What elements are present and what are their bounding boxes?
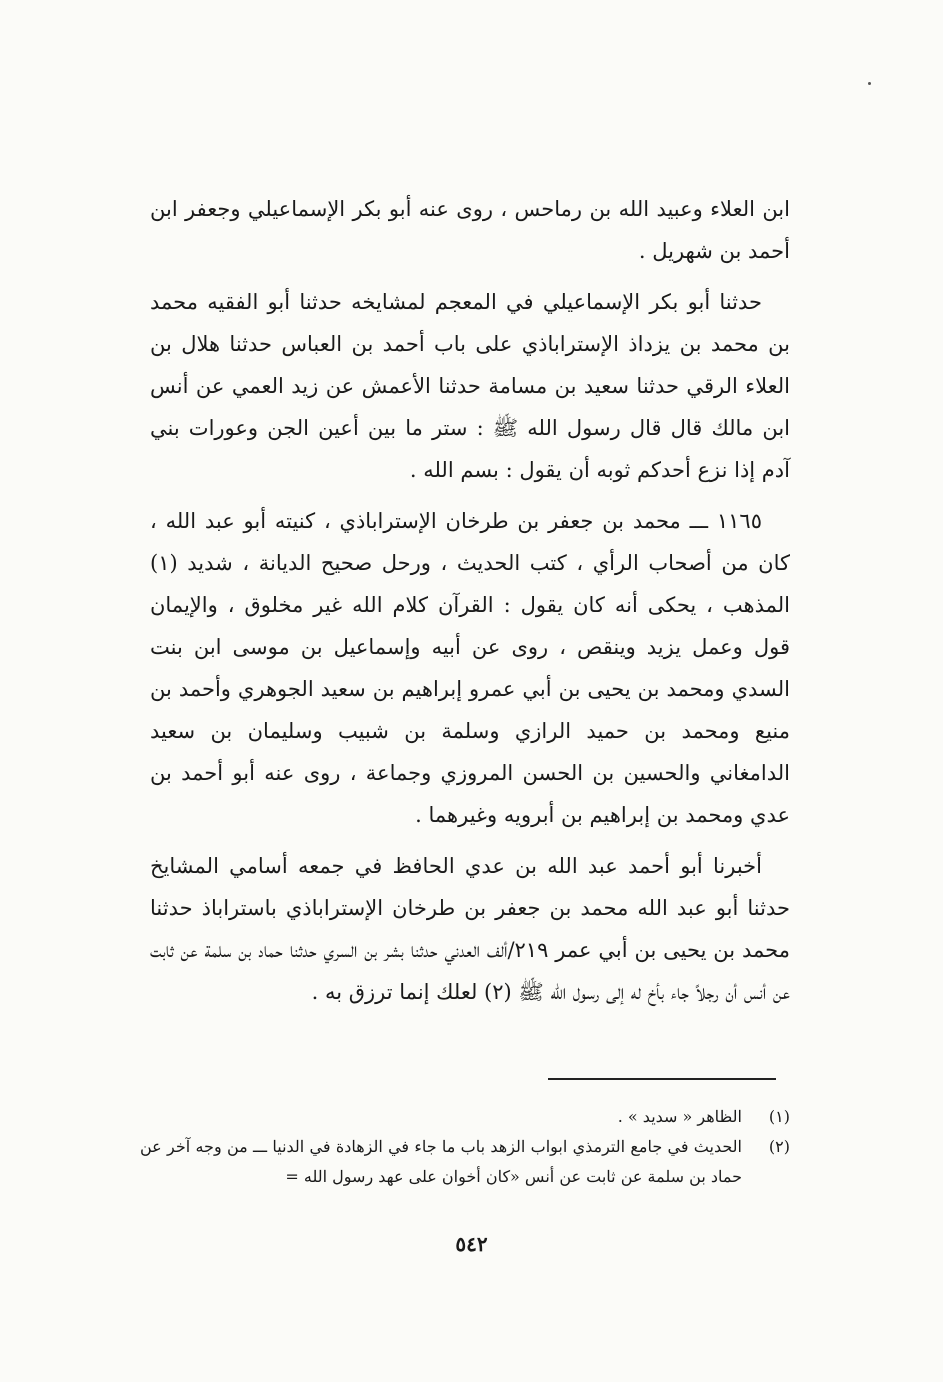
paragraph-continuation: ابن العلاء وعبيد الله بن رماحس ، روى عنه أبو بكر الإسماعيلي وجعفر ابن أحمد بن شهريل .	[150, 197, 790, 263]
footnote-1	[140, 1102, 790, 1132]
footnote-text: الحديث في جامع الترمذي ابواب الزهد باب ما جاء في الزهادة في الدنيا ـــ من وجه آخر عن حماد بن سلمة عن ثابت عن أنس «كان أخوان على عهد رسول الله =	[140, 1137, 742, 1186]
paragraph-hadith-2: أخبرنا أبو أحمد عبد الله بن عدي الحافظ في جمعه أسامي المشايخ حدثنا أبو عبد الله محمد بن جعفر بن طرخان الإستراباذي باستراباذ حدثنا محمد بن يحيى بن أبي عمر ٢١٩/ألف العدني حدثنا بشر بن السري حدثنا حماد بن سلمة عن ثابت عن أنس أن رجلاً جاء بأخ له إلى رسول الله ﷺ (٢) لعلك إنما ترزق به .	[150, 854, 790, 1004]
footnote-divider	[548, 1078, 776, 1080]
footnote-2	[140, 1132, 790, 1192]
footnote-text: الظاهر « سديد » .	[617, 1107, 742, 1126]
footnote-number: (٢)	[768, 1137, 790, 1156]
paragraph-hadith-1: حدثنا أبو بكر الإسماعيلي في المعجم لمشايخه حدثنا أبو الفقيه محمد بن محمد بن يزداذ الإستراباذي على باب أحمد بن العباس حدثنا هلال بن العلاء الرقي حدثنا سعيد بن مسامة حدثنا الأعمش عن زيد العمي عن أنس ابن مالك قال قال رسول الله ﷺ : ستر ما بين أعين الجن وعورات بني آدم إذا نزع أحدكم ثوبه أن يقول : بسم الله .	[150, 290, 790, 482]
page-number: ٥٤٢	[455, 1232, 488, 1256]
scan-speck	[868, 82, 871, 85]
paragraph-biography-1165: ١١٦٥ ـــ محمد بن جعفر بن طرخان الإستراباذي ، كنيته أبو عبد الله ، كان من أصحاب الرأي ، كتب الحديث ، ورحل صحيح الديانة ، شديد (١) المذهب ، يحكى أنه كان يقول : القرآن كلام الله غير مخلوق ، والإيمان قول وعمل يزيد وينقص ، روى عن أبيه وإسماعيل بن موسى ابن بنت السدي ومحمد بن يحيى بن أبي عمرو إبراهيم بن سعيد الجوهري وأحمد بن منيع ومحمد بن حميد الرازي وسلمة بن شبيب وسليمان بن سعيد الدامغاني والحسين بن الحسن المروزي وجماعة ، روى عنه أبو أحمد بن عدي ومحمد بن إبراهيم بن أبرويه وغيرهما .	[150, 509, 790, 827]
footnotes	[140, 1102, 790, 1192]
main-text	[150, 188, 790, 1022]
footnote-number: (١)	[768, 1107, 790, 1126]
